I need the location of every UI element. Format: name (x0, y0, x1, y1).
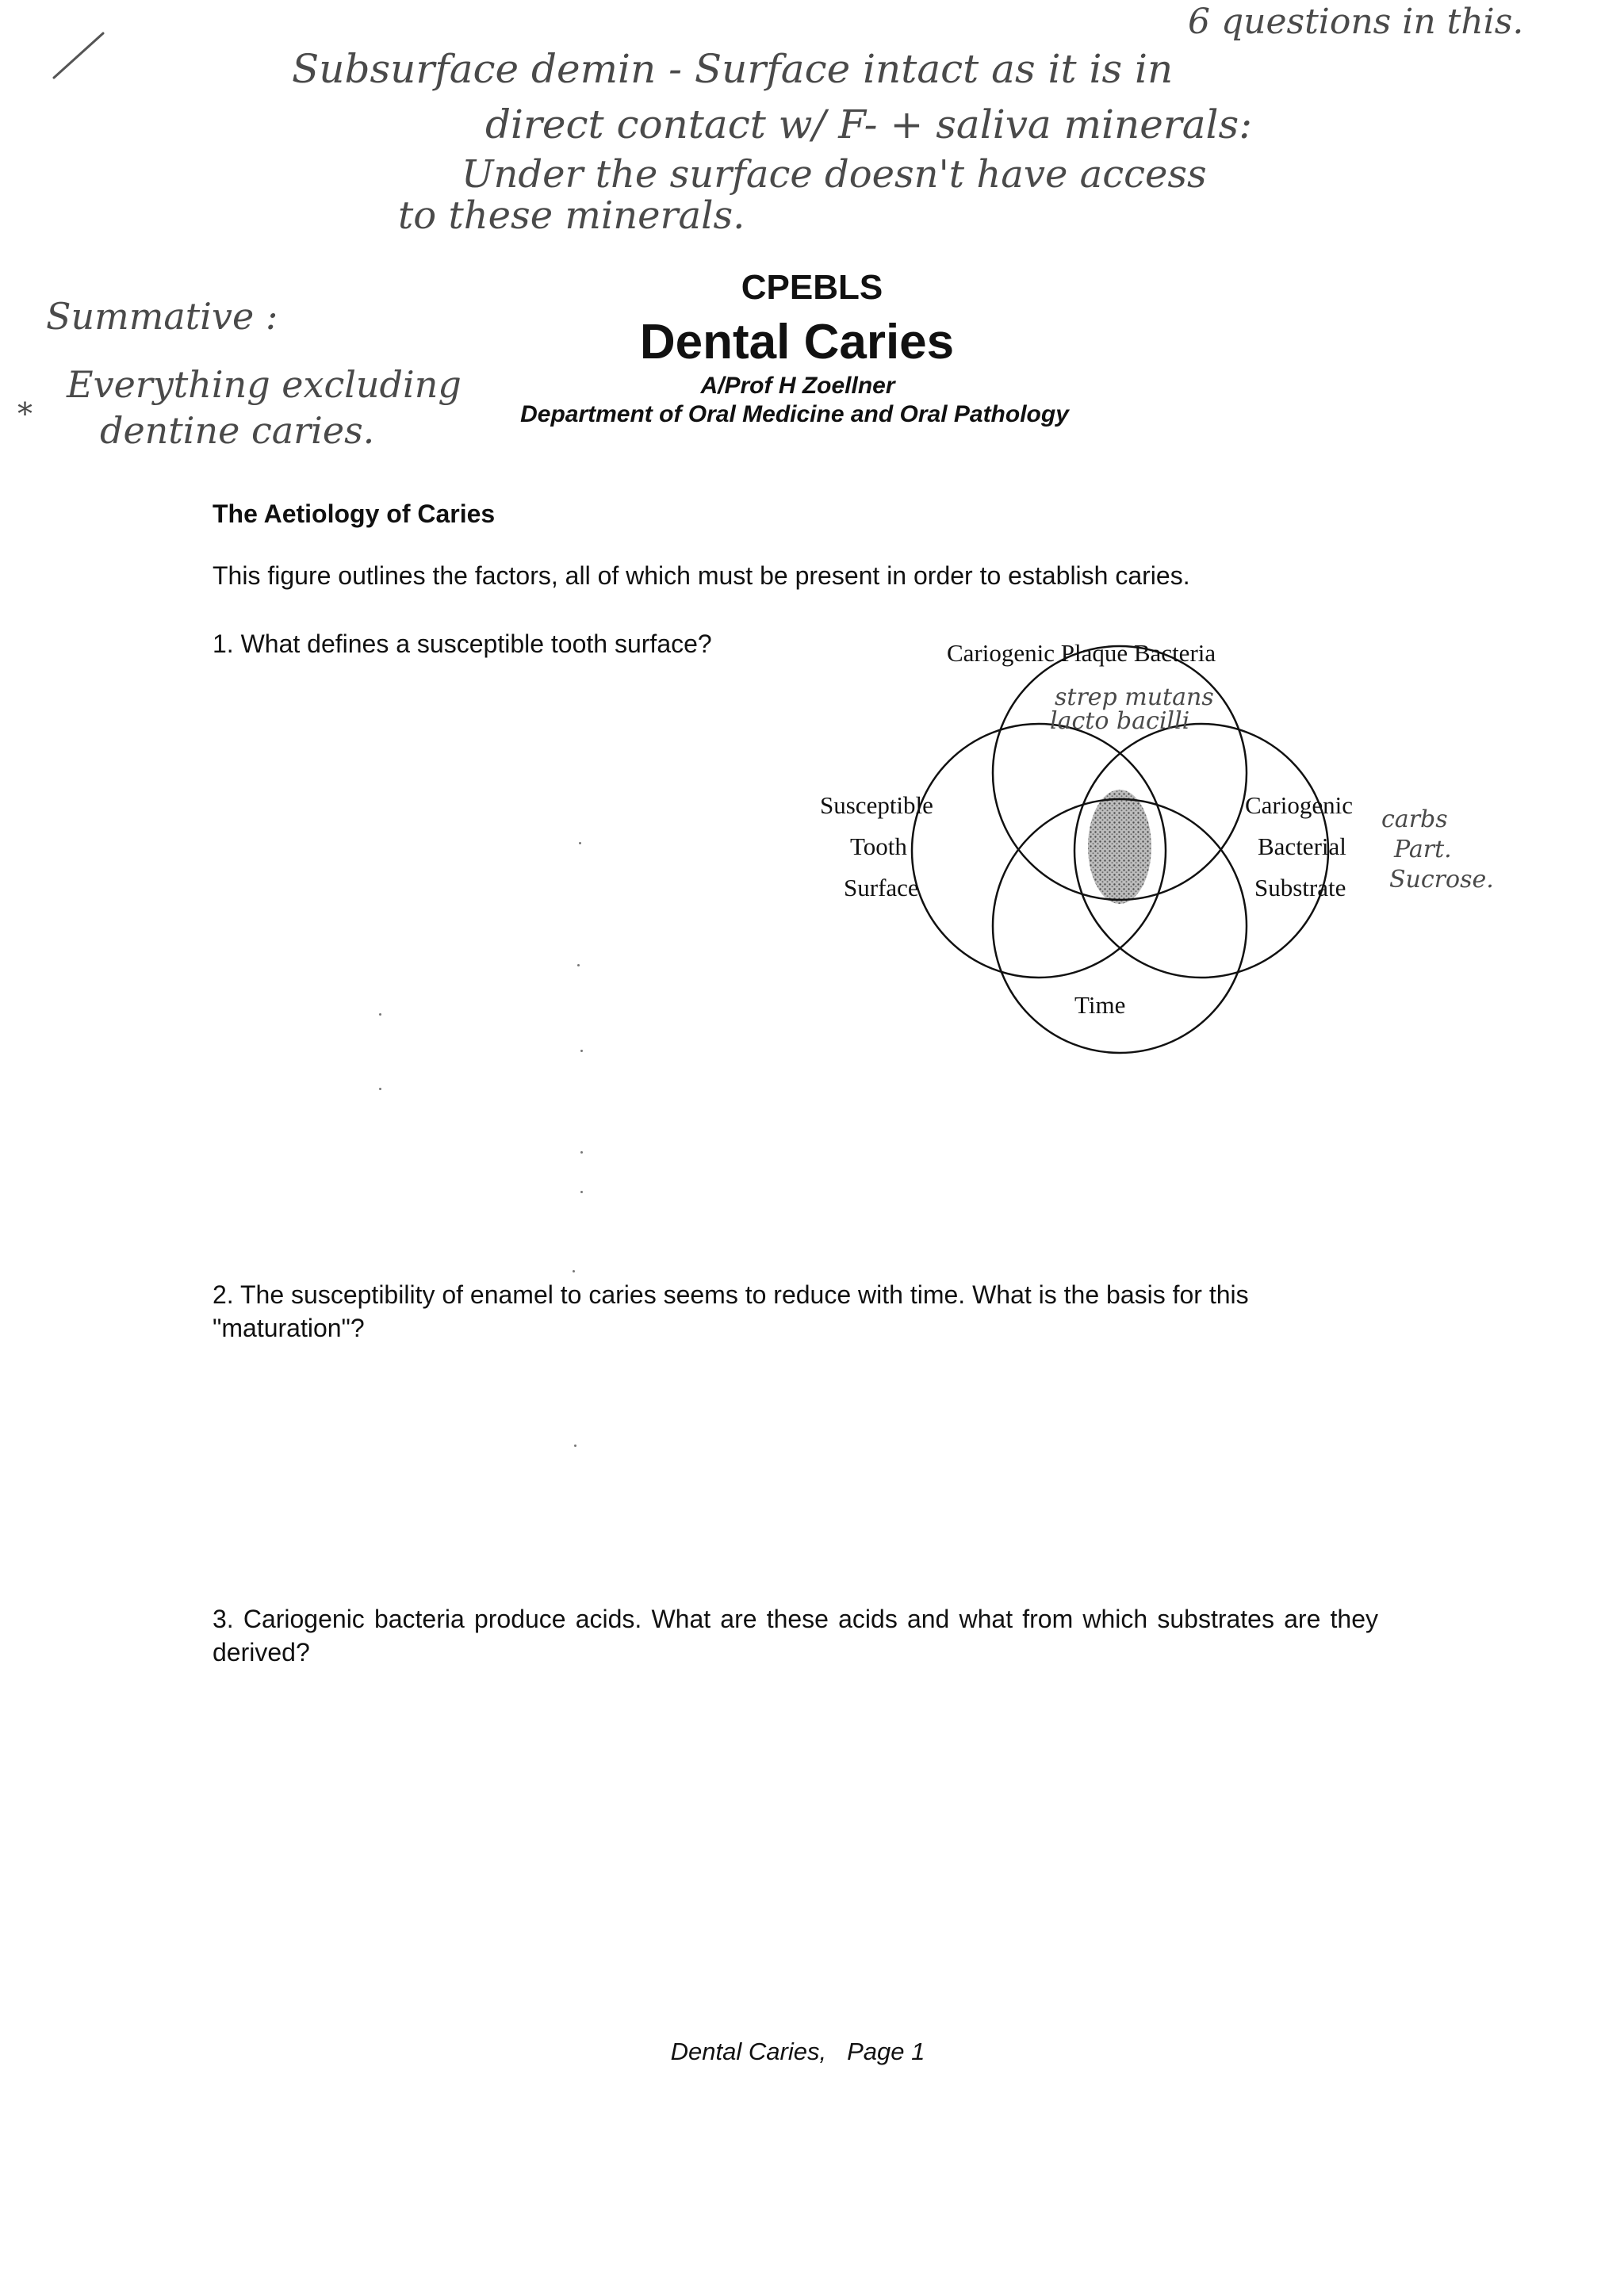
handwritten-diagram-note-4: Part. (1394, 836, 1452, 863)
overlap-region (1088, 790, 1151, 904)
handwritten-diagram-note-5: Sucrose. (1389, 866, 1494, 894)
scan-speck (573, 1270, 575, 1272)
department: Department of Oral Medicine and Oral Pathology (520, 401, 1069, 427)
label-plaque-bacteria: Cariogenic Plaque Bacteria (947, 639, 1216, 667)
author: A/Prof H Zoellner (700, 373, 895, 399)
scan-speck (574, 1445, 576, 1447)
handwritten-diagram-note-1: strep mutans (1055, 683, 1214, 711)
page-title: Dental Caries (639, 315, 955, 369)
handwritten-diagram-note-2: lacto bacilli (1050, 707, 1190, 735)
course-code: CPEBLS (741, 268, 883, 307)
question-3: 3. Cariogenic bacteria produce acids. What are these acids and what from which substrates are they derived? (213, 1605, 1378, 1667)
scan-speck (579, 842, 581, 844)
scan-speck (577, 964, 580, 966)
footer-page-number: Page 1 (847, 2038, 925, 2065)
label-substrate-1: Cariogenic (1245, 791, 1354, 819)
question-2: 2. The susceptibility of enamel to caries seems to reduce with time. What is the basis for this "maturation"? (213, 1280, 1249, 1343)
label-tooth-surface-3: Surface (844, 874, 919, 901)
handwritten-note-line-4: to these minerals. (398, 193, 745, 238)
intro-text: This figure outlines the factors, all of which must be present in order to establish caries. (213, 561, 1190, 590)
handwritten-asterisk: * (17, 396, 33, 431)
handwritten-note-line-2: direct contact w/ F- + saliva minerals: (485, 101, 1253, 147)
handwritten-summative-line-1: Everything excluding (67, 363, 462, 406)
footer-label: Dental Caries, (670, 2038, 827, 2065)
pen-tick-mark (48, 29, 111, 84)
scan-speck (580, 1191, 583, 1193)
section-heading: The Aetiology of Caries (213, 499, 496, 528)
label-time: Time (1074, 991, 1126, 1019)
label-tooth-surface-1: Susceptible (820, 791, 933, 819)
scan-speck (379, 1088, 381, 1090)
question-1: 1. What defines a susceptible tooth surface? (213, 629, 712, 658)
handwritten-note-line-3: Under the surface doesn't have access (462, 152, 1207, 197)
label-substrate-2: Bacterial (1258, 832, 1346, 860)
handwritten-summative-line-2: dentine caries. (100, 409, 375, 452)
page-footer (0, 2038, 1595, 2066)
scan-speck (580, 1050, 583, 1052)
scan-speck (379, 1013, 381, 1016)
handwritten-diagram-note-3: carbs (1381, 806, 1448, 833)
handwritten-note-question-count: 6 questions in this. (1188, 2, 1524, 42)
label-tooth-surface-2: Tooth (850, 832, 907, 860)
handwritten-note-line-1: Subsurface demin - Surface intact as it is in (292, 46, 1174, 92)
label-substrate-3: Substrate (1254, 874, 1346, 901)
handwritten-summative-label: Summative : (46, 295, 278, 338)
scan-speck (580, 1151, 583, 1154)
